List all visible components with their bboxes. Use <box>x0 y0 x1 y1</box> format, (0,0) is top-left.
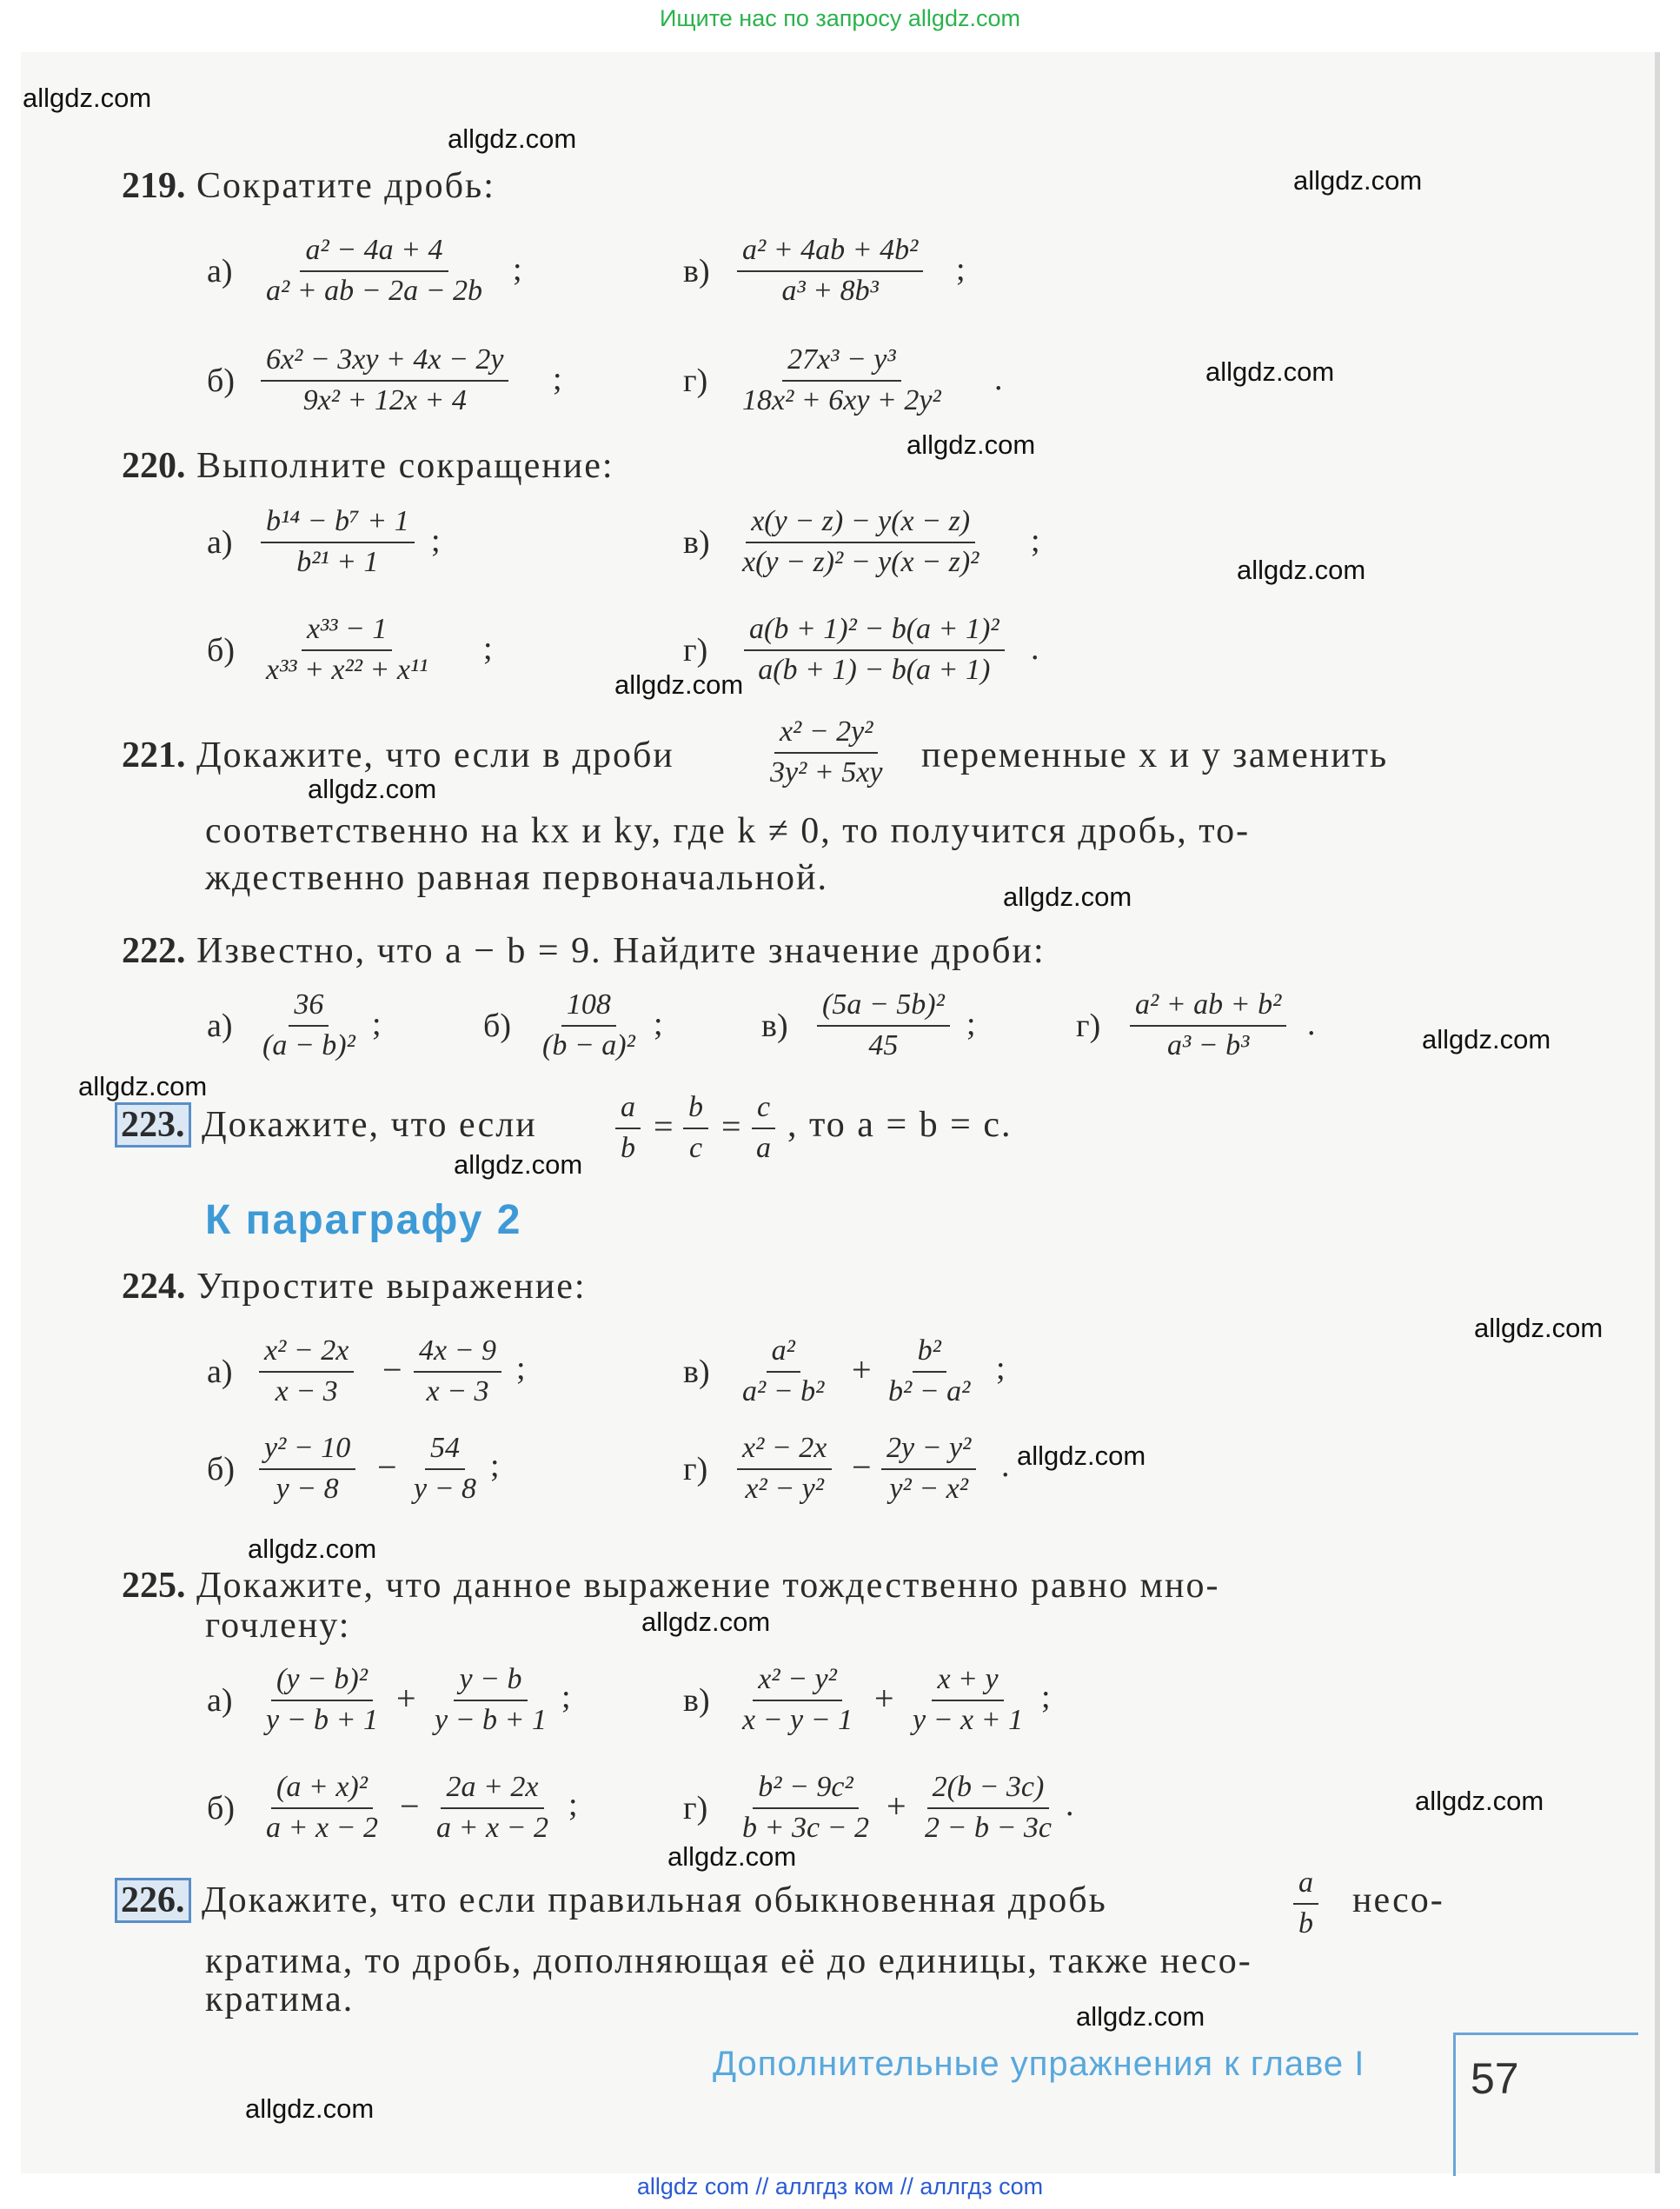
fraction <box>431 1770 554 1846</box>
denominator: a(b + 1) − b(a + 1) <box>758 653 991 686</box>
punctuation: . <box>994 361 1003 397</box>
item-label: в) <box>683 1354 710 1390</box>
fraction <box>261 343 508 419</box>
operator: − <box>852 1447 872 1487</box>
punctuation: ; <box>553 361 562 397</box>
watermark: allgdz.com <box>1293 165 1423 196</box>
denominator: y − x + 1 <box>913 1703 1024 1736</box>
fraction <box>765 715 887 791</box>
problem-225-line2: гочлену: <box>205 1606 351 1646</box>
denominator: x³³ + x²² + x¹¹ <box>266 653 428 686</box>
denominator: y² − x² <box>889 1472 968 1505</box>
problem-number: 225. <box>122 1566 186 1606</box>
fraction <box>615 1090 641 1167</box>
item-label: в) <box>683 1682 710 1719</box>
problem-number: 219. <box>122 166 186 206</box>
punctuation: ; <box>956 251 966 288</box>
problem-text: Выполните сокращение: <box>196 446 614 486</box>
chapter-footer: Дополнительные упражнения к главе I <box>713 2045 1365 2083</box>
numerator: b <box>683 1090 708 1129</box>
numerator: x + y <box>932 1662 1003 1701</box>
item-label: г) <box>683 1790 708 1826</box>
problem-220-heading <box>122 445 614 487</box>
punctuation: ; <box>568 1786 578 1823</box>
operator: + <box>852 1350 872 1389</box>
numerator: c <box>752 1090 775 1129</box>
operator: − <box>382 1350 402 1389</box>
denominator: b <box>1298 1906 1313 1940</box>
problem-number: 223. <box>115 1102 191 1148</box>
fraction <box>883 1334 975 1410</box>
watermark: allgdz.com <box>1076 2001 1205 2032</box>
denominator: a <box>756 1131 771 1164</box>
numerator: 27x³ − y³ <box>782 343 901 382</box>
denominator: a + x − 2 <box>266 1811 378 1844</box>
denominator: a³ − b³ <box>1166 1028 1250 1061</box>
denominator: 18x² + 6xy + 2y² <box>742 383 941 416</box>
equals-sign: = <box>654 1107 674 1146</box>
punctuation: . <box>1066 1786 1074 1823</box>
bottom-banner-link[interactable]: allgdz com // аллгдз ком // аллгдз сom <box>636 2173 1044 2199</box>
denominator: 45 <box>868 1028 899 1061</box>
problem-text: Докажите, что данное выражение тождественно равно мно- <box>196 1566 1220 1606</box>
fraction <box>259 1334 354 1410</box>
fraction <box>737 1662 858 1739</box>
problem-223-line <box>115 1104 537 1146</box>
punctuation: ; <box>1041 1679 1051 1715</box>
numerator: x² − 2x <box>737 1431 832 1470</box>
fraction <box>920 1770 1057 1846</box>
item-label: г) <box>683 632 708 669</box>
top-banner-bar <box>0 0 1680 52</box>
denominator: b + 3c − 2 <box>742 1811 869 1844</box>
problem-223-tail: , то a = b = c. <box>787 1105 1013 1145</box>
problem-226-tail: несо- <box>1352 1880 1444 1920</box>
numerator: 54 <box>425 1431 465 1470</box>
fraction <box>737 343 946 419</box>
denominator: a² − b² <box>742 1374 825 1407</box>
numerator: a² <box>767 1334 800 1373</box>
problem-225-line1 <box>122 1565 1219 1607</box>
numerator: a <box>1293 1866 1318 1905</box>
denominator: y − 8 <box>414 1472 477 1505</box>
item-label: г) <box>683 363 708 399</box>
numerator: b² <box>913 1334 946 1373</box>
numerator: 6x² − 3xy + 4x − 2y <box>261 343 508 382</box>
numerator: a² + ab + b² <box>1130 988 1286 1027</box>
problem-text: Докажите, что если <box>202 1105 537 1145</box>
fraction <box>751 1090 776 1167</box>
watermark: allgdz.com <box>1415 1786 1544 1816</box>
operator: + <box>886 1786 906 1826</box>
item-label: а) <box>207 1354 233 1390</box>
problem-text: Докажите, что если правильная обыкновенная дробь <box>202 1880 1107 1920</box>
top-banner-link[interactable]: Ищите нас по запросу allgdz.com <box>660 5 1020 31</box>
problem-221-line1 <box>122 735 674 776</box>
numerator: a <box>615 1090 641 1129</box>
numerator: 36 <box>289 988 329 1027</box>
denominator: x² − y² <box>745 1472 824 1505</box>
numerator: (5a − 5b)² <box>817 988 950 1027</box>
fraction <box>261 233 488 309</box>
punctuation: ; <box>516 1350 526 1387</box>
item-label: в) <box>761 1008 788 1044</box>
punctuation: ; <box>561 1679 571 1715</box>
operator: − <box>400 1786 420 1826</box>
operator: + <box>874 1679 894 1718</box>
numerator: x² − 2y² <box>774 715 879 754</box>
problem-221-line3: ждественно равная первоначальной. <box>205 858 828 898</box>
fraction <box>261 504 415 581</box>
fraction <box>737 504 984 581</box>
punctuation: ; <box>483 630 493 667</box>
numerator: b² − 9c² <box>753 1770 858 1809</box>
watermark: allgdz.com <box>1205 356 1335 387</box>
fraction <box>737 1334 829 1410</box>
watermark: allgdz.com <box>23 83 152 113</box>
denominator: a² + ab − 2a − 2b <box>266 274 483 307</box>
numerator: (y − b)² <box>271 1662 373 1701</box>
denominator: x − 3 <box>275 1374 338 1407</box>
problem-number: 226. <box>115 1878 191 1923</box>
page-number: 57 <box>1471 2054 1519 2103</box>
numerator: 2y − y² <box>881 1431 976 1470</box>
section-heading: К параграфу 2 <box>205 1197 522 1243</box>
denominator: b²¹ + 1 <box>296 545 379 578</box>
problem-221-tail: переменные x и y заменить <box>921 735 1389 775</box>
denominator: b <box>621 1131 635 1164</box>
denominator: (a − b)² <box>262 1028 355 1061</box>
watermark: allgdz.com <box>78 1071 208 1101</box>
fraction <box>259 1431 355 1507</box>
problem-222-heading <box>122 930 1046 972</box>
watermark: allgdz.com <box>1003 882 1132 912</box>
fraction <box>737 1770 874 1846</box>
numerator: (a + x)² <box>271 1770 373 1809</box>
numerator: a² − 4a + 4 <box>300 233 448 272</box>
fraction <box>1293 1866 1318 1942</box>
fraction <box>737 1431 832 1507</box>
problem-226-line2: кратима, то дробь, дополняющая её до единицы, также несо- <box>205 1941 1252 1981</box>
item-label: а) <box>207 253 233 289</box>
fraction <box>1130 988 1286 1064</box>
punctuation: ; <box>654 1006 663 1042</box>
item-label: б) <box>483 1008 511 1044</box>
numerator: x² − 2x <box>259 1334 354 1373</box>
numerator: y² − 10 <box>259 1431 355 1470</box>
item-label: б) <box>207 1790 235 1826</box>
punctuation: ; <box>996 1350 1006 1387</box>
numerator: y − b <box>454 1662 527 1701</box>
problem-226-line1 <box>115 1880 1107 1921</box>
item-label: б) <box>207 363 235 399</box>
fraction <box>257 988 361 1064</box>
problem-219-heading <box>122 165 495 207</box>
numerator: x(y − z) − y(x − z) <box>746 504 975 543</box>
item-label: б) <box>207 632 235 669</box>
denominator: (b − a)² <box>542 1028 635 1061</box>
denominator: y − 8 <box>276 1472 339 1505</box>
watermark: allgdz.com <box>245 2093 375 2124</box>
numerator: 2a + 2x <box>441 1770 543 1809</box>
watermark: allgdz.com <box>1474 1313 1604 1343</box>
watermark: allgdz.com <box>448 123 577 154</box>
problem-224-heading <box>122 1266 587 1307</box>
fraction <box>737 233 923 309</box>
punctuation: ; <box>490 1447 500 1484</box>
operator: + <box>396 1679 416 1718</box>
denominator: y − b + 1 <box>266 1703 378 1736</box>
denominator: x − y − 1 <box>742 1703 853 1736</box>
fraction <box>414 1334 501 1410</box>
numerator: 2(b − 3c) <box>927 1770 1050 1809</box>
item-label: а) <box>207 1008 233 1044</box>
fraction <box>429 1662 552 1739</box>
item-label: а) <box>207 524 233 561</box>
problem-221-line2: соответственно на kx и ky, где k ≠ 0, то получится дробь, то- <box>205 811 1251 851</box>
fraction <box>744 612 1005 689</box>
problem-number: 220. <box>122 446 186 486</box>
watermark: allgdz.com <box>667 1841 797 1872</box>
denominator: a + x − 2 <box>436 1811 548 1844</box>
fraction <box>881 1431 976 1507</box>
fraction <box>261 1662 383 1739</box>
problem-number: 221. <box>122 735 186 775</box>
numerator: x² − y² <box>753 1662 842 1701</box>
numerator: 108 <box>561 988 616 1027</box>
numerator: a² + 4ab + 4b² <box>737 233 923 272</box>
denominator: a³ + 8b³ <box>781 274 879 307</box>
numerator: 4x − 9 <box>414 1334 501 1373</box>
punctuation: ; <box>1031 522 1040 559</box>
punctuation: ; <box>966 1006 976 1042</box>
numerator: a(b + 1)² − b(a + 1)² <box>744 612 1005 651</box>
problem-number: 224. <box>122 1267 186 1307</box>
denominator: y − b + 1 <box>435 1703 547 1736</box>
punctuation: . <box>1031 630 1039 667</box>
problem-text: Упростите выражение: <box>196 1267 587 1307</box>
item-label: г) <box>1076 1008 1101 1044</box>
watermark: allgdz.com <box>1017 1441 1146 1471</box>
denominator: b² − a² <box>888 1374 971 1407</box>
fraction <box>261 1770 383 1846</box>
fraction <box>537 988 641 1064</box>
item-label: в) <box>683 253 710 289</box>
item-label: в) <box>683 524 710 561</box>
watermark: allgdz.com <box>308 774 437 804</box>
watermark: allgdz.com <box>614 669 744 700</box>
fraction <box>817 988 950 1064</box>
problem-text: Известно, что a − b = 9. Найдите значение дроби: <box>196 931 1046 971</box>
watermark: allgdz.com <box>248 1534 377 1564</box>
watermark: allgdz.com <box>1237 555 1366 585</box>
denominator: x(y − z)² − y(x − z)² <box>742 545 979 578</box>
fraction <box>907 1662 1028 1739</box>
punctuation: . <box>1307 1006 1316 1042</box>
problem-text: Докажите, что если в дроби <box>196 735 674 775</box>
watermark: allgdz.com <box>641 1607 771 1637</box>
denominator: c <box>688 1131 703 1164</box>
denominator: 2 − b − 3c <box>925 1811 1052 1844</box>
denominator: 9x² + 12x + 4 <box>302 383 467 416</box>
punctuation: ; <box>513 251 522 288</box>
item-label: б) <box>207 1451 235 1487</box>
denominator: 3y² + 5xy <box>770 755 883 788</box>
punctuation: ; <box>431 522 441 559</box>
item-label: г) <box>683 1451 708 1487</box>
fraction <box>408 1431 481 1507</box>
watermark: allgdz.com <box>454 1149 583 1180</box>
equals-sign: = <box>721 1107 741 1146</box>
problem-226-line3: кратима. <box>205 1979 355 2019</box>
watermark: allgdz.com <box>906 429 1036 460</box>
problem-number: 222. <box>122 931 186 971</box>
watermark: allgdz.com <box>1422 1024 1551 1055</box>
item-label: а) <box>207 1682 233 1719</box>
punctuation: . <box>1001 1447 1010 1484</box>
numerator: b¹⁴ − b⁷ + 1 <box>261 504 415 543</box>
fraction <box>683 1090 708 1167</box>
denominator: x − 3 <box>426 1374 489 1407</box>
fraction <box>261 612 433 689</box>
punctuation: ; <box>372 1006 382 1042</box>
numerator: x³³ − 1 <box>302 612 392 651</box>
problem-text: Сократите дробь: <box>196 166 495 206</box>
operator: − <box>377 1447 397 1487</box>
